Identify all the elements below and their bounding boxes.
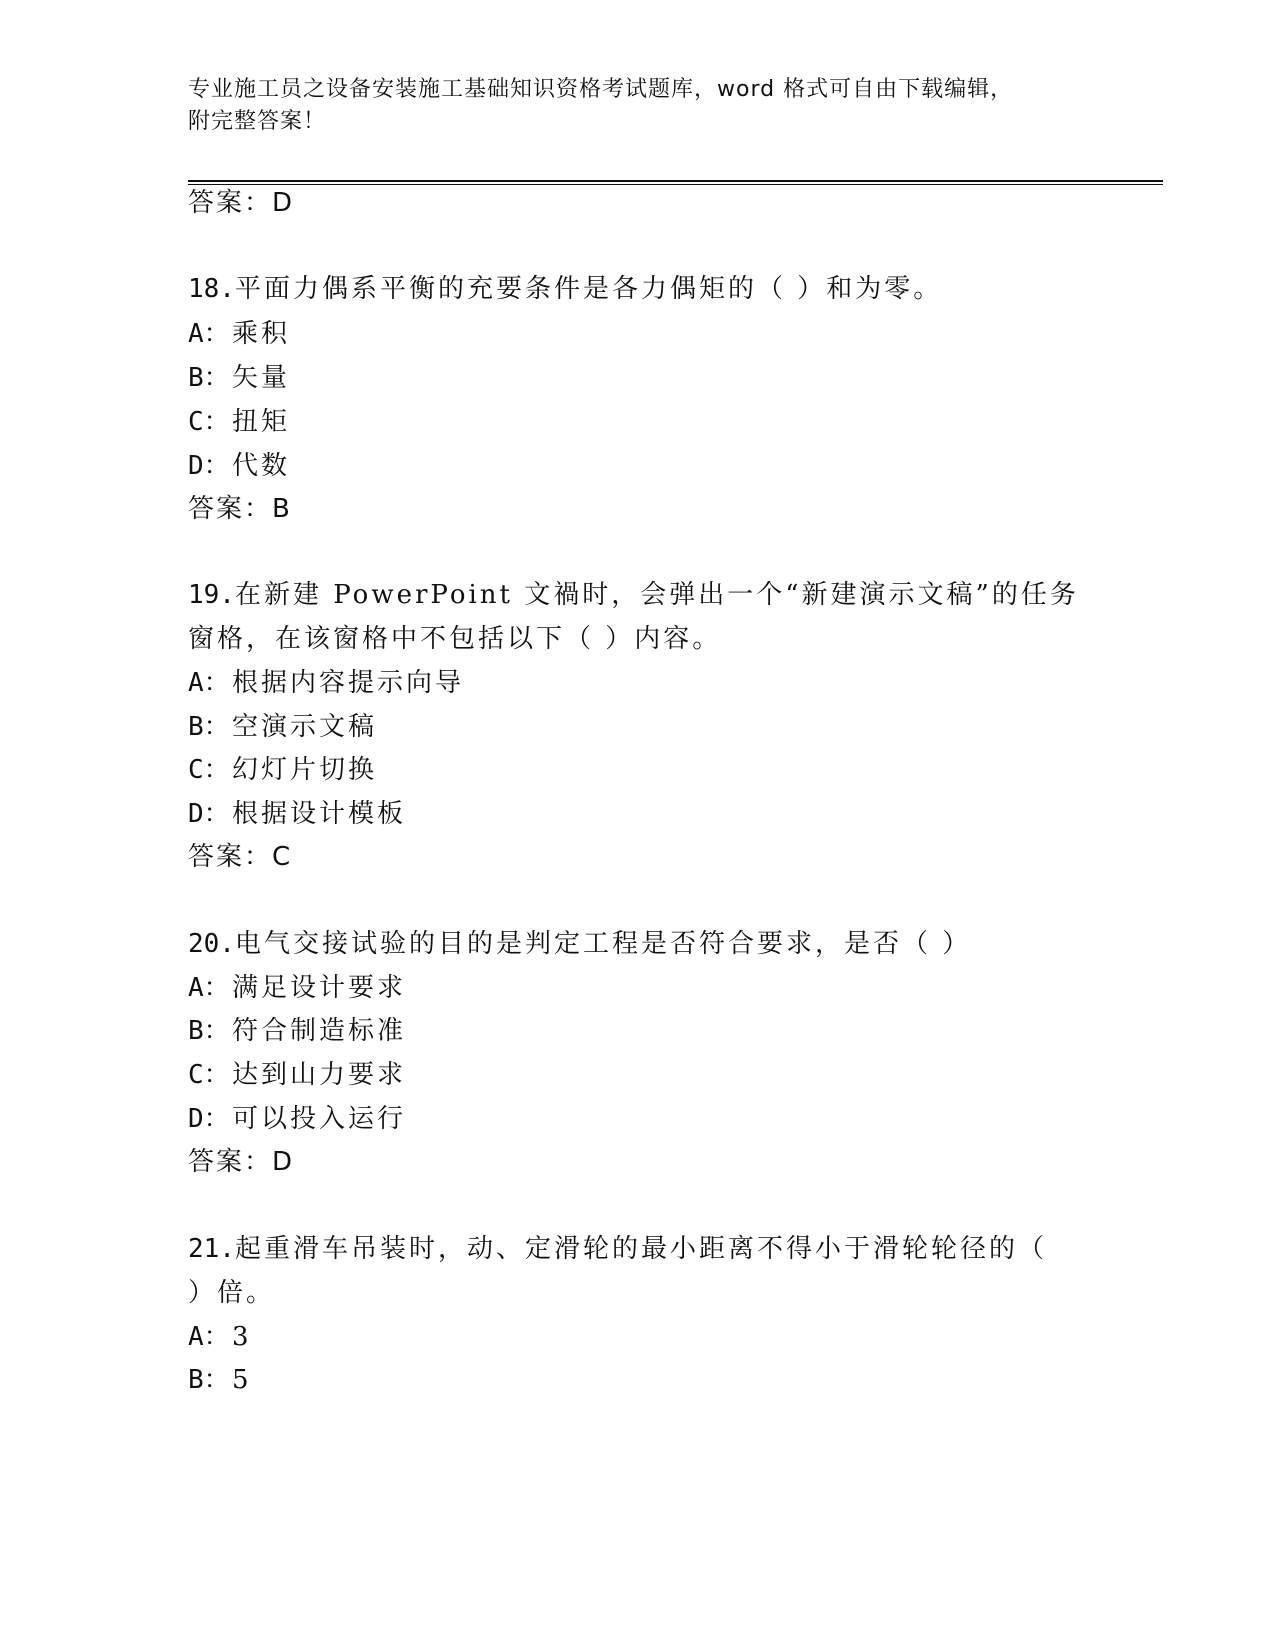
option-c — [188, 1058, 406, 1092]
answer-line: 答案：D — [188, 188, 295, 218]
question-19-text — [188, 578, 1079, 612]
option-b — [188, 1363, 252, 1397]
option-letter: A： — [188, 973, 230, 1003]
option-text: 符合制造标准 — [232, 1016, 407, 1046]
option-d — [188, 449, 290, 483]
option-letter: C： — [188, 1060, 230, 1090]
option-c — [188, 753, 377, 787]
question-18-text — [188, 272, 942, 306]
answer-line: 答案：C — [188, 842, 293, 872]
option-b — [188, 1014, 406, 1048]
option-a — [188, 317, 290, 351]
option-letter: C： — [188, 755, 230, 785]
option-letter: B： — [188, 1365, 230, 1395]
option-b — [188, 361, 290, 395]
option-b — [188, 710, 377, 744]
option-letter: D： — [188, 1104, 230, 1134]
option-text: 可以投入运行 — [232, 1104, 407, 1134]
question-text: 电气交接试验的目的是判定工程是否符合要求，是否（ ） — [234, 929, 972, 959]
option-letter: A： — [188, 668, 230, 698]
question-number: 19. — [188, 580, 235, 610]
option-letter: A： — [188, 1322, 230, 1352]
option-text: 空演示文稿 — [232, 712, 378, 742]
option-text: 矢量 — [232, 363, 291, 393]
option-letter: B： — [188, 1016, 230, 1046]
question-text: 起重滑车吊装时，动、定滑轮的最小距离不得小于滑轮轮径的（ — [234, 1234, 1047, 1264]
option-a — [188, 666, 464, 700]
option-letter: B： — [188, 363, 230, 393]
option-text: 代数 — [232, 451, 291, 481]
option-text: 根据设计模板 — [232, 799, 407, 829]
option-a — [188, 1320, 252, 1354]
question-20-text — [188, 927, 971, 961]
option-letter: D： — [188, 799, 230, 829]
option-c — [188, 405, 290, 439]
document-header — [188, 74, 1088, 138]
option-d — [188, 797, 406, 831]
header-line-2: 附完整答案！ — [188, 109, 327, 134]
option-d — [188, 1102, 406, 1136]
question-number: 20. — [188, 929, 235, 959]
header-line-1: 专业施工员之设备安装施工基础知识资格考试题库，word 格式可自由下载编辑， — [188, 77, 1014, 102]
option-text: 5 — [232, 1365, 252, 1395]
header-divider — [188, 180, 1163, 182]
option-text: 根据内容提示向导 — [232, 668, 465, 698]
question-19-text-cont: 窗格，在该窗格中不包括以下（ ）内容。 — [188, 624, 722, 654]
option-letter: A： — [188, 319, 230, 349]
question-number: 21. — [188, 1234, 235, 1264]
option-letter: C： — [188, 407, 230, 437]
header-divider-thin — [188, 184, 1163, 185]
question-text: 平面力偶系平衡的充要条件是各力偶矩的（ ）和为零。 — [234, 274, 943, 304]
option-text: 达到山力要求 — [232, 1060, 407, 1090]
option-text: 扭矩 — [232, 407, 291, 437]
option-text: 幻灯片切换 — [232, 755, 378, 785]
option-letter: D： — [188, 451, 230, 481]
answer-line: 答案：D — [188, 1147, 295, 1177]
option-a — [188, 971, 406, 1005]
option-text: 满足设计要求 — [232, 973, 407, 1003]
question-number: 18. — [188, 274, 235, 304]
answer-line: 答案：B — [188, 494, 292, 524]
option-text: 3 — [232, 1322, 252, 1352]
option-text: 乘积 — [232, 319, 291, 349]
question-21-text — [188, 1232, 1047, 1266]
question-text: 在新建 PowerPoint 文禍时，会弹出一个“新建演示文稿”的任务 — [234, 580, 1079, 610]
option-letter: B： — [188, 712, 230, 742]
question-21-text-cont: ）倍。 — [188, 1278, 276, 1308]
